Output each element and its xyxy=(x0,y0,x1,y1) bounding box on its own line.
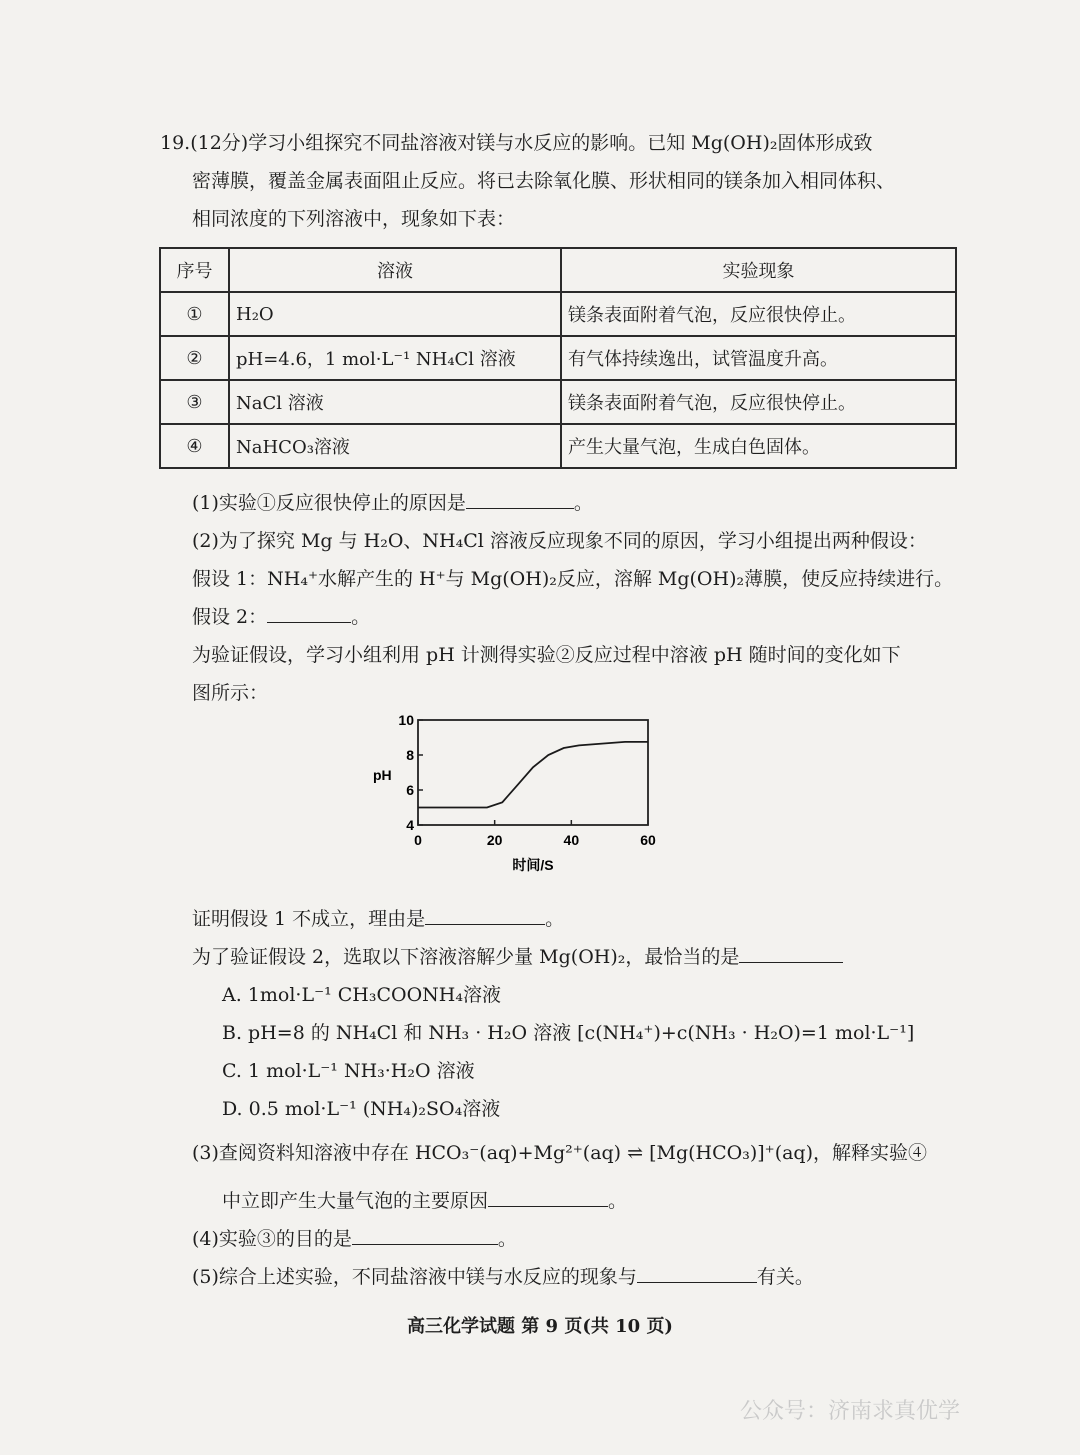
row-phenomenon: 有气体持续逸出，试管温度升高。 xyxy=(561,336,956,380)
hypothesis-2-label: 假设 2： xyxy=(192,606,268,628)
row-phenomenon: 镁条表面附着气泡，反应很快停止。 xyxy=(561,380,956,424)
option-c[interactable]: C. 1 mol·L⁻¹ NH₃·H₂O 溶液 xyxy=(222,1060,475,1082)
part-2-line-3 xyxy=(192,598,370,636)
part-2-line-4: 为验证假设，学习小组利用 pH 计测得实验②反应过程中溶液 pH 随时间的变化如下 xyxy=(192,644,901,666)
row-solution: pH=4.6，1 mol·L⁻¹ NH₄Cl 溶液 xyxy=(229,336,561,380)
part-4-text: (4)实验③的目的是 xyxy=(192,1228,352,1250)
question-intro-1: 学习小组探究不同盐溶液对镁与水反应的影响。已知 Mg(OH)₂固体形成致 xyxy=(248,132,873,154)
x-axis-label: 时间/S xyxy=(512,857,554,873)
part-2-line-7 xyxy=(192,938,843,976)
part-1 xyxy=(192,484,593,522)
row-phenomenon: 镁条表面附着气泡，反应很快停止。 xyxy=(561,292,956,336)
plot-frame xyxy=(418,720,648,825)
question-number: 19. xyxy=(160,132,191,154)
row-number: ② xyxy=(160,336,229,380)
option-b[interactable]: B. pH=8 的 NH₄Cl 和 NH₃ · H₂O 溶液 [c(NH₄⁺)+c(NH₃ · H₂O)=1 mol·L⁻¹] xyxy=(222,1022,915,1044)
option-d[interactable]: D. 0.5 mol·L⁻¹ (NH₄)₂SO₄溶液 xyxy=(222,1098,501,1120)
answer-blank-choice[interactable] xyxy=(739,941,843,963)
table-row xyxy=(160,424,956,468)
x-tick-label: 40 xyxy=(563,832,580,848)
part-3-line-1: (3)查阅资料知溶液中存在 HCO₃⁻(aq)+Mg²⁺(aq) ⇌ [Mg(HCO₃)]⁺(aq)，解释实验④ xyxy=(192,1142,928,1164)
question-points: (12分) xyxy=(190,132,249,154)
ph-time-chart xyxy=(365,712,685,882)
answer-blank-5[interactable] xyxy=(637,1261,757,1283)
row-phenomenon: 产生大量气泡，生成白色固体。 xyxy=(561,424,956,468)
part-2-line-6 xyxy=(192,900,564,938)
answer-blank-4[interactable] xyxy=(352,1223,498,1245)
part-3-line-2-text: 中立即产生大量气泡的主要原因 xyxy=(222,1190,489,1212)
table-row xyxy=(160,336,956,380)
part-2-line-6-text: 证明假设 1 不成立，理由是 xyxy=(192,908,426,930)
row-number: ① xyxy=(160,292,229,336)
answer-blank-hypothesis-2[interactable] xyxy=(267,601,351,623)
part-3-line-2 xyxy=(222,1182,627,1220)
row-solution: NaCl 溶液 xyxy=(229,380,561,424)
question-intro-2: 密薄膜，覆盖金属表面阻止反应。将已去除氧化膜、形状相同的镁条加入相同体积、 xyxy=(192,170,896,192)
header-number: 序号 xyxy=(160,248,229,292)
row-solution: NaHCO₃溶液 xyxy=(229,424,561,468)
header-phenomenon: 实验现象 xyxy=(561,248,956,292)
question-intro-3: 相同浓度的下列溶液中，现象如下表： xyxy=(192,208,516,230)
row-number: ④ xyxy=(160,424,229,468)
part-3-end: 。 xyxy=(608,1190,628,1212)
answer-blank-1[interactable] xyxy=(466,487,574,509)
question-line-1 xyxy=(160,124,872,162)
part-2-line-5: 图所示： xyxy=(192,682,269,704)
part-2-line-7-text: 为了验证假设 2，选取以下溶液溶解少量 Mg(OH)₂，最恰当的是 xyxy=(192,946,740,968)
y-tick-label: 8 xyxy=(406,747,414,763)
x-tick-label: 60 xyxy=(640,832,656,848)
part-2-line-1: (2)为了探究 Mg 与 H₂O、NH₄Cl 溶液反应现象不同的原因，学习小组提出两种假设： xyxy=(192,530,927,552)
y-tick-label: 10 xyxy=(398,712,414,728)
row-number: ③ xyxy=(160,380,229,424)
header-solution: 溶液 xyxy=(229,248,561,292)
answer-blank-3[interactable] xyxy=(488,1185,608,1207)
row-solution: H₂O xyxy=(229,292,561,336)
table-row xyxy=(160,292,956,336)
table-header-row xyxy=(160,248,956,292)
part-2-line-2: 假设 1：NH₄⁺水解产生的 H⁺与 Mg(OH)₂反应，溶解 Mg(OH)₂薄膜，使反应持续进行。 xyxy=(192,568,954,590)
answer-blank-reason[interactable] xyxy=(425,903,545,925)
page-footer: 高三化学试题 第 9 页(共 10 页) xyxy=(407,1316,673,1337)
experiment-table xyxy=(159,247,957,469)
y-tick-label: 4 xyxy=(406,817,414,833)
hypothesis-2-end: 。 xyxy=(351,606,371,628)
series-line-ph xyxy=(418,742,648,808)
y-axis-label: pH xyxy=(373,767,392,783)
y-tick-label: 6 xyxy=(406,782,414,798)
part-5-text: (5)综合上述实验，不同盐溶液中镁与水反应的现象与 xyxy=(192,1266,637,1288)
option-a[interactable]: A. 1mol·L⁻¹ CH₃COONH₄溶液 xyxy=(222,984,501,1006)
part-5-end: 有关。 xyxy=(756,1266,814,1288)
part-4 xyxy=(192,1220,517,1258)
x-tick-label: 20 xyxy=(486,832,503,848)
table-row xyxy=(160,380,956,424)
part-4-end: 。 xyxy=(497,1228,517,1250)
part-5 xyxy=(192,1258,814,1296)
part-2-line-6-end: 。 xyxy=(545,908,565,930)
part-1-text: (1)实验①反应很快停止的原因是 xyxy=(192,492,466,514)
part-1-end: 。 xyxy=(573,492,593,514)
y-axis-ticks xyxy=(398,712,423,833)
watermark: 公众号：济南求真优学 xyxy=(740,1399,961,1424)
x-tick-label: 0 xyxy=(414,832,422,848)
